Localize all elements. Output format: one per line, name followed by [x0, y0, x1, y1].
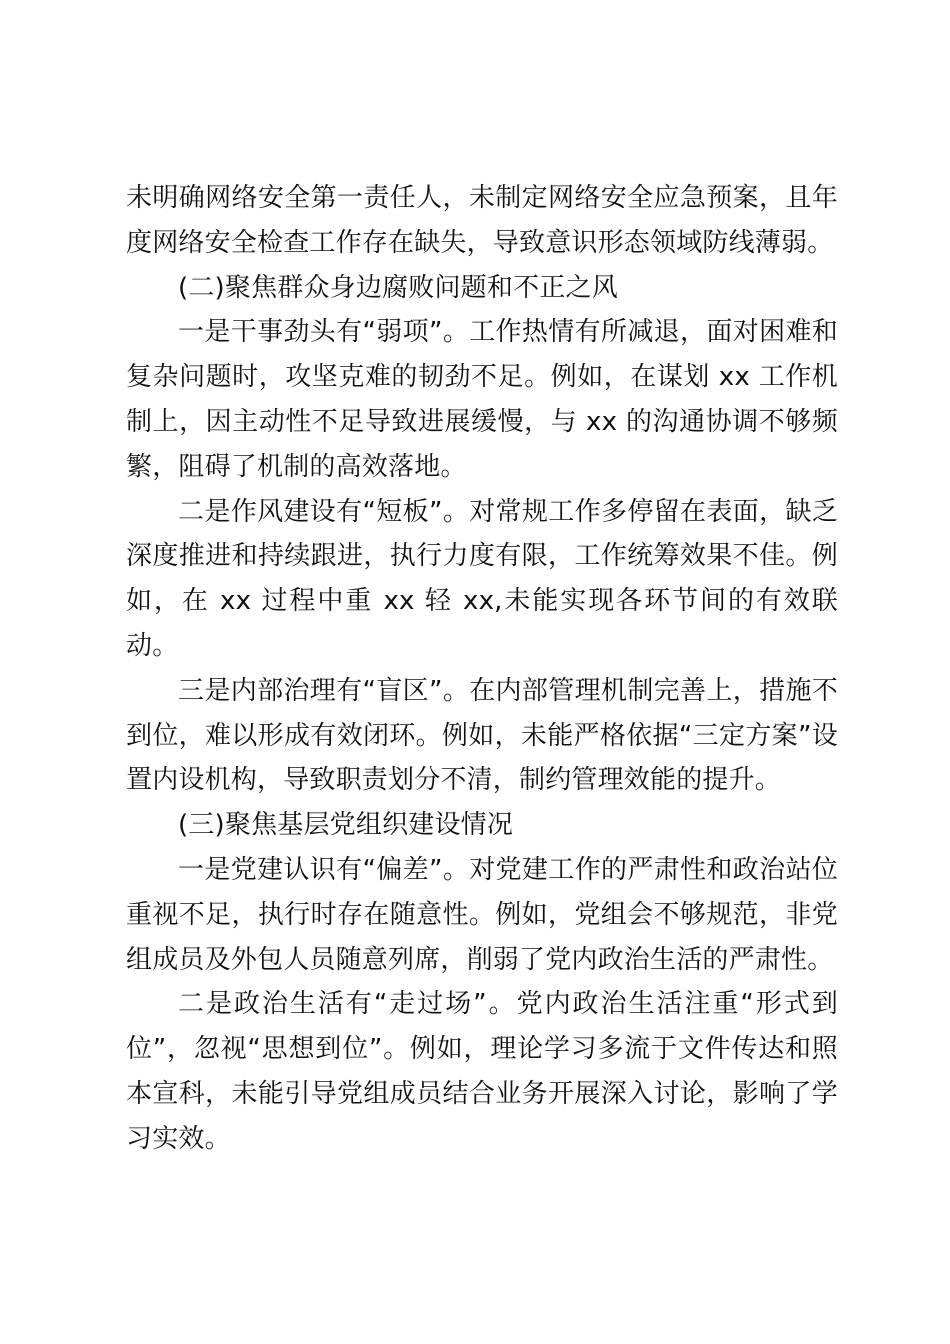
paragraph-2: 一是干事劲头有“弱项”。工作热情有所减退，面对困难和复杂问题时，攻坚克难的韧劲不足。例如，在谋划 xx 工作机制上，因主动性不足导致进展缓慢，与 xx 的沟通协调不够频繁，阻碍了机制的高效落地。: [126, 317, 838, 482]
section-heading-3: (三)聚焦基层党组织建设情况: [178, 810, 514, 841]
document-body: [126, 176, 838, 1162]
paragraph-6: 二是政治生活有“走过场”。党内政治生活注重“形式到位”，忽视“思想到位”。例如，理论学习多流于文件传达和照本宣科，未能引导党组成员结合业务开展深入讨论，影响了学习实效。: [126, 989, 838, 1154]
paragraph-3: 二是作风建设有“短板”。对常规工作多停留在表面，缺乏深度推进和持续跟进，执行力度有限，工作统筹效果不佳。例如，在 xx 过程中重 xx 轻 xx,未能实现各环节间的有效联动。: [126, 496, 838, 661]
paragraph-5: 一是党建认识有“偏差”。对党建工作的严肃性和政治站位重视不足，执行时存在随意性。例如，党组会不够规范，非党组成员及外包人员随意列席，削弱了党内政治生活的严肃性。: [126, 854, 838, 975]
paragraph-1: 未明确网络安全第一责任人，未制定网络安全应急预案，且年度网络安全检查工作存在缺失，导致意识形态领域防线薄弱。: [126, 183, 838, 258]
paragraph-4: 三是内部治理有“盲区”。在内部管理机制完善上，措施不到位，难以形成有效闭环。例如，未能严格依据“三定方案”设置内设机构，导致职责划分不清，制约管理效能的提升。: [126, 675, 838, 796]
section-heading-2: (二)聚焦群众身边腐败问题和不正之风: [178, 272, 618, 303]
